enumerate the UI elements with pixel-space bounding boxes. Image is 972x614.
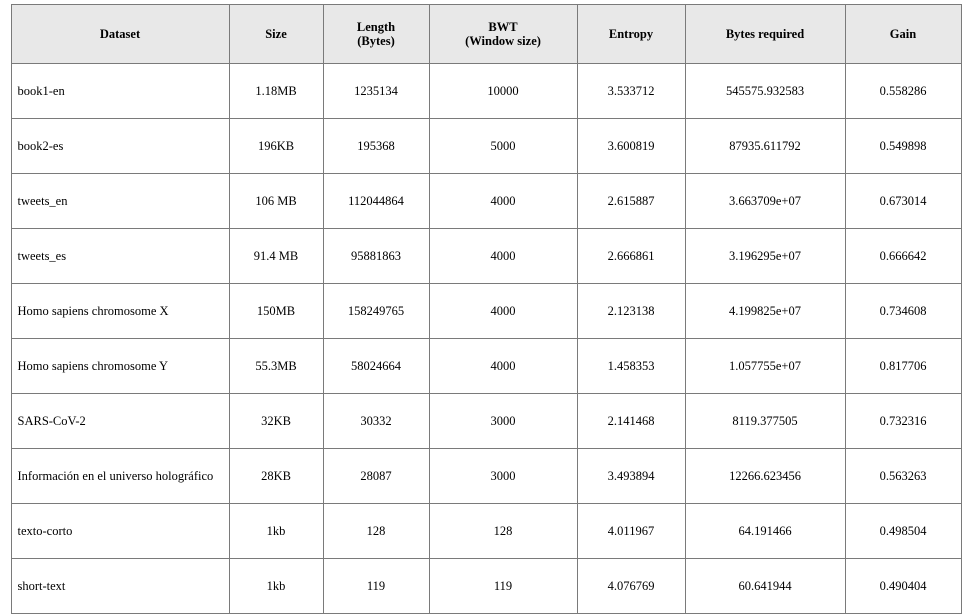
cell-bytes-required: 8119.377505 [685, 394, 845, 449]
cell-size: 1kb [229, 504, 323, 559]
cell-bwt: 4000 [429, 174, 577, 229]
cell-length: 30332 [323, 394, 429, 449]
cell-entropy: 3.533712 [577, 64, 685, 119]
cell-length: 1235134 [323, 64, 429, 119]
cell-size: 32KB [229, 394, 323, 449]
cell-bwt: 119 [429, 559, 577, 614]
cell-bytes-required: 12266.623456 [685, 449, 845, 504]
column-header-entropy [577, 5, 685, 64]
cell-bytes-required: 545575.932583 [685, 64, 845, 119]
cell-gain: 0.490404 [845, 559, 961, 614]
cell-dataset: Información en el universo holográfico [11, 449, 229, 504]
cell-entropy: 2.615887 [577, 174, 685, 229]
cell-size: 1.18MB [229, 64, 323, 119]
cell-gain: 0.732316 [845, 394, 961, 449]
table-header-row [11, 5, 961, 64]
cell-bytes-required: 3.663709e+07 [685, 174, 845, 229]
column-header-bwt-sublabel: (Window size) [465, 34, 541, 48]
cell-dataset: SARS-CoV-2 [11, 394, 229, 449]
cell-gain: 0.558286 [845, 64, 961, 119]
cell-dataset: Homo sapiens chromosome X [11, 284, 229, 339]
column-header-bytes-required [685, 5, 845, 64]
cell-length: 112044864 [323, 174, 429, 229]
column-header-length [323, 5, 429, 64]
cell-bwt: 128 [429, 504, 577, 559]
cell-length: 119 [323, 559, 429, 614]
column-header-gain-label: Gain [889, 26, 917, 41]
cell-dataset: Homo sapiens chromosome Y [11, 339, 229, 394]
table-body [11, 64, 961, 614]
cell-dataset: tweets_es [11, 229, 229, 284]
cell-bwt: 3000 [429, 394, 577, 449]
cell-bwt: 4000 [429, 339, 577, 394]
table-row [11, 559, 961, 614]
cell-dataset: short-text [11, 559, 229, 614]
cell-gain: 0.549898 [845, 119, 961, 174]
cell-gain: 0.673014 [845, 174, 961, 229]
cell-size: 196KB [229, 119, 323, 174]
cell-length: 95881863 [323, 229, 429, 284]
cell-bwt: 4000 [429, 229, 577, 284]
cell-gain: 0.563263 [845, 449, 961, 504]
cell-entropy: 3.600819 [577, 119, 685, 174]
cell-entropy: 1.458353 [577, 339, 685, 394]
cell-size: 28KB [229, 449, 323, 504]
column-header-bwt-label: BWT [488, 19, 518, 34]
cell-gain: 0.666642 [845, 229, 961, 284]
cell-length: 58024664 [323, 339, 429, 394]
cell-size: 91.4 MB [229, 229, 323, 284]
cell-dataset: texto-corto [11, 504, 229, 559]
table-row [11, 284, 961, 339]
table-row [11, 229, 961, 284]
cell-bytes-required: 1.057755e+07 [685, 339, 845, 394]
table-row [11, 119, 961, 174]
cell-size: 55.3MB [229, 339, 323, 394]
cell-bytes-required: 64.191466 [685, 504, 845, 559]
column-header-bytes-required-label: Bytes required [725, 26, 805, 41]
table-row [11, 449, 961, 504]
column-header-length-sublabel: (Bytes) [357, 34, 395, 48]
cell-gain: 0.734608 [845, 284, 961, 339]
cell-bytes-required: 60.641944 [685, 559, 845, 614]
table-row [11, 394, 961, 449]
cell-length: 128 [323, 504, 429, 559]
table-row [11, 339, 961, 394]
results-table [11, 4, 962, 614]
cell-entropy: 4.076769 [577, 559, 685, 614]
cell-dataset: book1-en [11, 64, 229, 119]
table-row [11, 64, 961, 119]
cell-entropy: 2.141468 [577, 394, 685, 449]
table-header [11, 5, 961, 64]
cell-size: 150MB [229, 284, 323, 339]
cell-bytes-required: 3.196295e+07 [685, 229, 845, 284]
cell-bytes-required: 87935.611792 [685, 119, 845, 174]
cell-bwt: 5000 [429, 119, 577, 174]
cell-length: 28087 [323, 449, 429, 504]
column-header-size [229, 5, 323, 64]
cell-size: 106 MB [229, 174, 323, 229]
cell-gain: 0.817706 [845, 339, 961, 394]
cell-gain: 0.498504 [845, 504, 961, 559]
table-row [11, 504, 961, 559]
cell-bwt: 4000 [429, 284, 577, 339]
cell-dataset: tweets_en [11, 174, 229, 229]
cell-bwt: 3000 [429, 449, 577, 504]
cell-entropy: 4.011967 [577, 504, 685, 559]
column-header-bwt [429, 5, 577, 64]
cell-length: 195368 [323, 119, 429, 174]
cell-bytes-required: 4.199825e+07 [685, 284, 845, 339]
cell-entropy: 2.666861 [577, 229, 685, 284]
cell-size: 1kb [229, 559, 323, 614]
column-header-length-label: Length [356, 19, 396, 34]
cell-entropy: 2.123138 [577, 284, 685, 339]
cell-entropy: 3.493894 [577, 449, 685, 504]
column-header-gain [845, 5, 961, 64]
table-row [11, 174, 961, 229]
column-header-size-label: Size [265, 26, 287, 41]
cell-bwt: 10000 [429, 64, 577, 119]
column-header-dataset [11, 5, 229, 64]
cell-dataset: book2-es [11, 119, 229, 174]
column-header-dataset-label: Dataset [99, 26, 141, 41]
column-header-entropy-label: Entropy [608, 26, 654, 41]
cell-length: 158249765 [323, 284, 429, 339]
